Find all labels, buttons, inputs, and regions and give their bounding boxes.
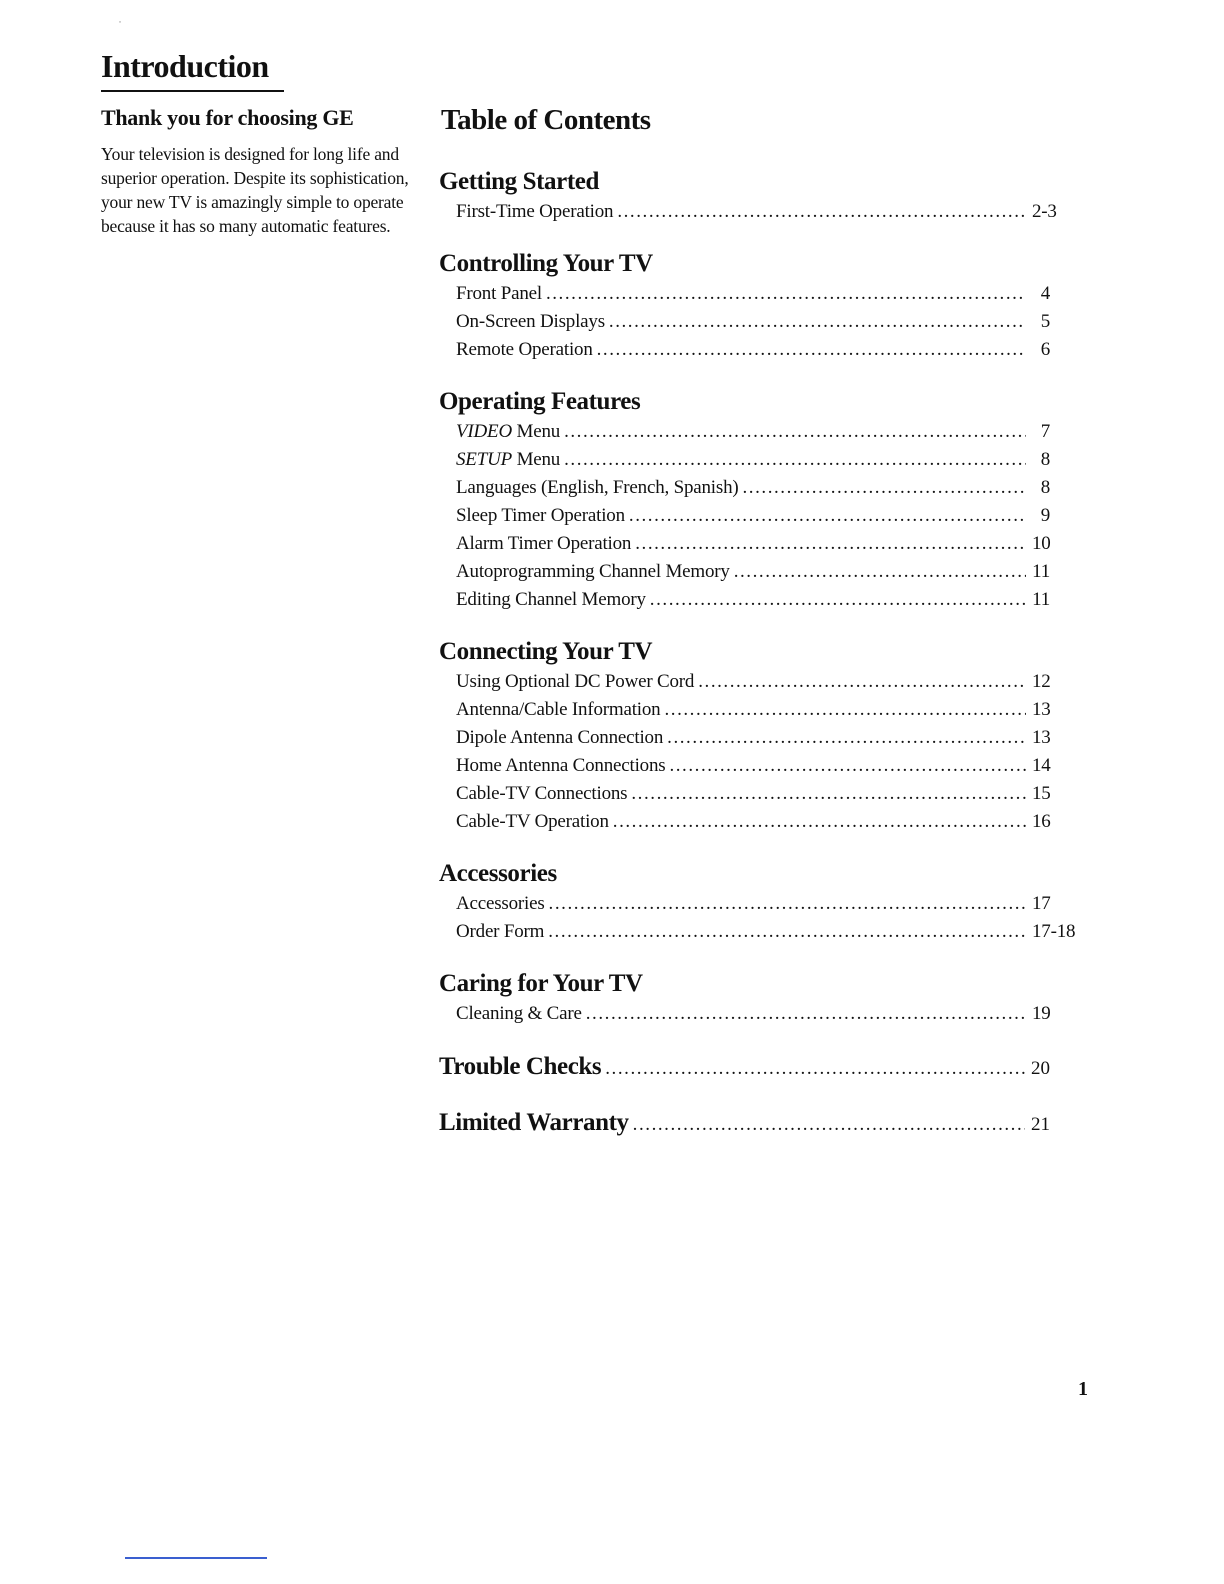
- table-of-contents: [439, 100, 1076, 1162]
- toc-entry: [456, 724, 1050, 752]
- toc-head-entry-page: 20: [1031, 1058, 1050, 1079]
- dot-leader: [564, 446, 1026, 474]
- toc-entry-label-text: Sleep Timer Operation: [456, 505, 625, 526]
- toc-entry-page: 11: [1032, 561, 1050, 582]
- intro-paragraph: Your television is designed for long life and superior operation. Despite its sophistication, your new TV is amazingly simple to operate because it has so many automatic features.: [101, 144, 409, 236]
- toc-entry-label: [456, 808, 609, 836]
- toc-entry-page: 15: [1032, 783, 1051, 804]
- toc-entry-page: 8: [1040, 449, 1050, 470]
- toc-entry: [456, 780, 1050, 808]
- toc-entry-label: [456, 502, 625, 530]
- toc-entry-label: [456, 280, 542, 308]
- toc-head-entry-label: Trouble Checks: [439, 1053, 602, 1080]
- toc-head-entry: [439, 1050, 1050, 1084]
- dot-leader: [597, 336, 1026, 364]
- toc-entry: [456, 558, 1050, 586]
- toc-sections: [439, 166, 1076, 1028]
- toc-entry-page: 4: [1040, 283, 1050, 304]
- toc-entry-label: [456, 198, 613, 226]
- toc-entry-label-text: Autoprogramming Channel Memory: [456, 561, 730, 582]
- toc-entry: [456, 446, 1050, 474]
- toc-entry: [456, 890, 1050, 918]
- toc-entry-label-text: Cable-TV Connections: [456, 783, 628, 804]
- toc-entry-label-text: Menu: [511, 421, 561, 442]
- toc-section-heading: Controlling Your TV: [439, 250, 653, 277]
- toc-entry-page: 10: [1032, 533, 1051, 554]
- toc-entry-page: 7: [1040, 421, 1050, 442]
- toc-entry: [456, 308, 1050, 336]
- toc-entry-label-text: Home Antenna Connections: [456, 755, 666, 776]
- toc-entry-page: 13: [1032, 699, 1051, 720]
- intro-subheading: Thank you for choosing GE: [101, 105, 354, 130]
- dot-leader: [650, 586, 1026, 614]
- toc-entry-label-text: Dipole Antenna Connection: [456, 727, 664, 748]
- toc-title: Table of Contents: [441, 104, 651, 136]
- dot-leader: [743, 474, 1027, 502]
- toc-entry-page: 12: [1032, 671, 1051, 692]
- toc-entry-page: 19: [1032, 1003, 1051, 1024]
- toc-entry-label-text: Using Optional DC Power Cord: [456, 671, 695, 692]
- dot-leader: [609, 308, 1026, 336]
- toc-entry-label-text: Antenna/Cable Information: [456, 699, 661, 720]
- toc-entry-page: 5: [1040, 311, 1050, 332]
- toc-entry-page: 16: [1032, 811, 1051, 832]
- toc-entry-label: [456, 530, 631, 558]
- toc-entry-label-italic: VIDEO: [456, 421, 512, 442]
- toc-entry-page: 8: [1040, 477, 1050, 498]
- toc-entry-label-text: Menu: [512, 449, 561, 470]
- toc-entry-label-text: Alarm Timer Operation: [456, 533, 632, 554]
- dot-leader: [586, 1000, 1026, 1028]
- toc-entry: [456, 530, 1050, 558]
- toc-entry-label: [456, 1000, 582, 1028]
- toc-entry-label: [456, 752, 665, 780]
- dot-leader: [734, 558, 1026, 586]
- toc-section-heading: Accessories: [439, 860, 557, 887]
- toc-entry-label-text: Accessories: [456, 893, 545, 914]
- introduction-title: Introduction: [101, 48, 269, 84]
- toc-entry-page: 17-18: [1032, 921, 1076, 942]
- toc-entry-label: [456, 336, 593, 364]
- toc-entry-label: [456, 474, 739, 502]
- dot-leader: [635, 530, 1026, 558]
- toc-head-entries: [439, 1050, 1059, 1140]
- toc-entry-label: [456, 696, 660, 724]
- page-number: 1: [1078, 1378, 1088, 1400]
- toc-entry-label: [456, 724, 663, 752]
- toc-entry-page: 14: [1032, 755, 1051, 776]
- dot-leader: [633, 1108, 1025, 1142]
- toc-section: [439, 968, 1059, 1028]
- toc-entry-label: [456, 308, 605, 336]
- toc-section-heading: Getting Started: [439, 168, 599, 195]
- toc-entry-label: [456, 668, 694, 696]
- toc-entry: [456, 1000, 1050, 1028]
- toc-entry-label: [456, 418, 560, 446]
- toc-head-entry: [439, 1106, 1050, 1140]
- dot-leader: [664, 696, 1026, 724]
- dot-leader: [698, 668, 1026, 696]
- dot-leader: [548, 918, 1026, 946]
- toc-entry: [456, 336, 1050, 364]
- toc-entry: [456, 918, 1076, 946]
- toc-entry: [456, 418, 1050, 446]
- toc-entry: [456, 668, 1050, 696]
- toc-entry: [456, 474, 1050, 502]
- toc-section: [439, 248, 1059, 364]
- dot-leader: [613, 808, 1026, 836]
- toc-entry-label-text: Front Panel: [456, 283, 542, 304]
- toc-entry: [456, 502, 1050, 530]
- toc-entry-page: 13: [1032, 727, 1051, 748]
- dot-leader: [549, 890, 1026, 918]
- toc-section-heading: Operating Features: [439, 388, 641, 415]
- toc-entry-page: 9: [1040, 505, 1050, 526]
- toc-entry-page: 6: [1040, 339, 1050, 360]
- toc-entry: [456, 696, 1050, 724]
- dot-leader: [564, 418, 1026, 446]
- dot-leader: [546, 280, 1026, 308]
- toc-section-heading: Caring for Your TV: [439, 970, 643, 997]
- toc-section: [439, 858, 1076, 946]
- toc-entry-label-text: On-Screen Displays: [456, 311, 605, 332]
- toc-entry-page: 17: [1032, 893, 1051, 914]
- toc-section: [439, 386, 1059, 614]
- toc-entry-label-italic: SETUP: [456, 449, 513, 470]
- dot-leader: [669, 752, 1026, 780]
- toc-entry-label: [456, 446, 560, 474]
- toc-entry-label-text: Remote Operation: [456, 339, 593, 360]
- toc-entry-page: 11: [1032, 589, 1050, 610]
- toc-entry-label-text: Cable-TV Operation: [456, 811, 609, 832]
- toc-entry: [456, 586, 1050, 614]
- dot-leader: [631, 780, 1026, 808]
- toc-entry-label-text: Cleaning & Care: [456, 1003, 582, 1024]
- title-underline: [101, 90, 284, 92]
- toc-section: [439, 636, 1059, 836]
- toc-entry-label: [456, 890, 545, 918]
- toc-entry-label: [456, 918, 544, 946]
- toc-entry-label: [456, 586, 646, 614]
- toc-entry: [456, 752, 1050, 780]
- toc-entry-label: [456, 558, 730, 586]
- toc-entry: [456, 198, 1057, 226]
- toc-entry-label: [456, 780, 627, 808]
- toc-entry-label-text: Order Form: [456, 921, 545, 942]
- dot-leader: [629, 502, 1026, 530]
- toc-section-heading: Connecting Your TV: [439, 638, 653, 665]
- toc-entry: [456, 808, 1050, 836]
- toc-entry-label-text: First-Time Operation: [456, 201, 614, 222]
- toc-head-entry-page: 21: [1031, 1114, 1050, 1135]
- dot-leader: [667, 724, 1026, 752]
- dot-leader: [605, 1052, 1025, 1086]
- bottom-rule: [125, 1557, 267, 1559]
- scan-artifact-mark: ˙: [118, 18, 122, 32]
- dot-leader: [617, 198, 1026, 226]
- toc-head-entry-label: Limited Warranty: [439, 1109, 629, 1136]
- toc-entry-label-text: Editing Channel Memory: [456, 589, 646, 610]
- toc-entry-label-text: Languages (English, French, Spanish): [456, 477, 739, 498]
- toc-entry-page: 2-3: [1032, 201, 1057, 222]
- toc-entry: [456, 280, 1050, 308]
- toc-section: [439, 166, 1059, 226]
